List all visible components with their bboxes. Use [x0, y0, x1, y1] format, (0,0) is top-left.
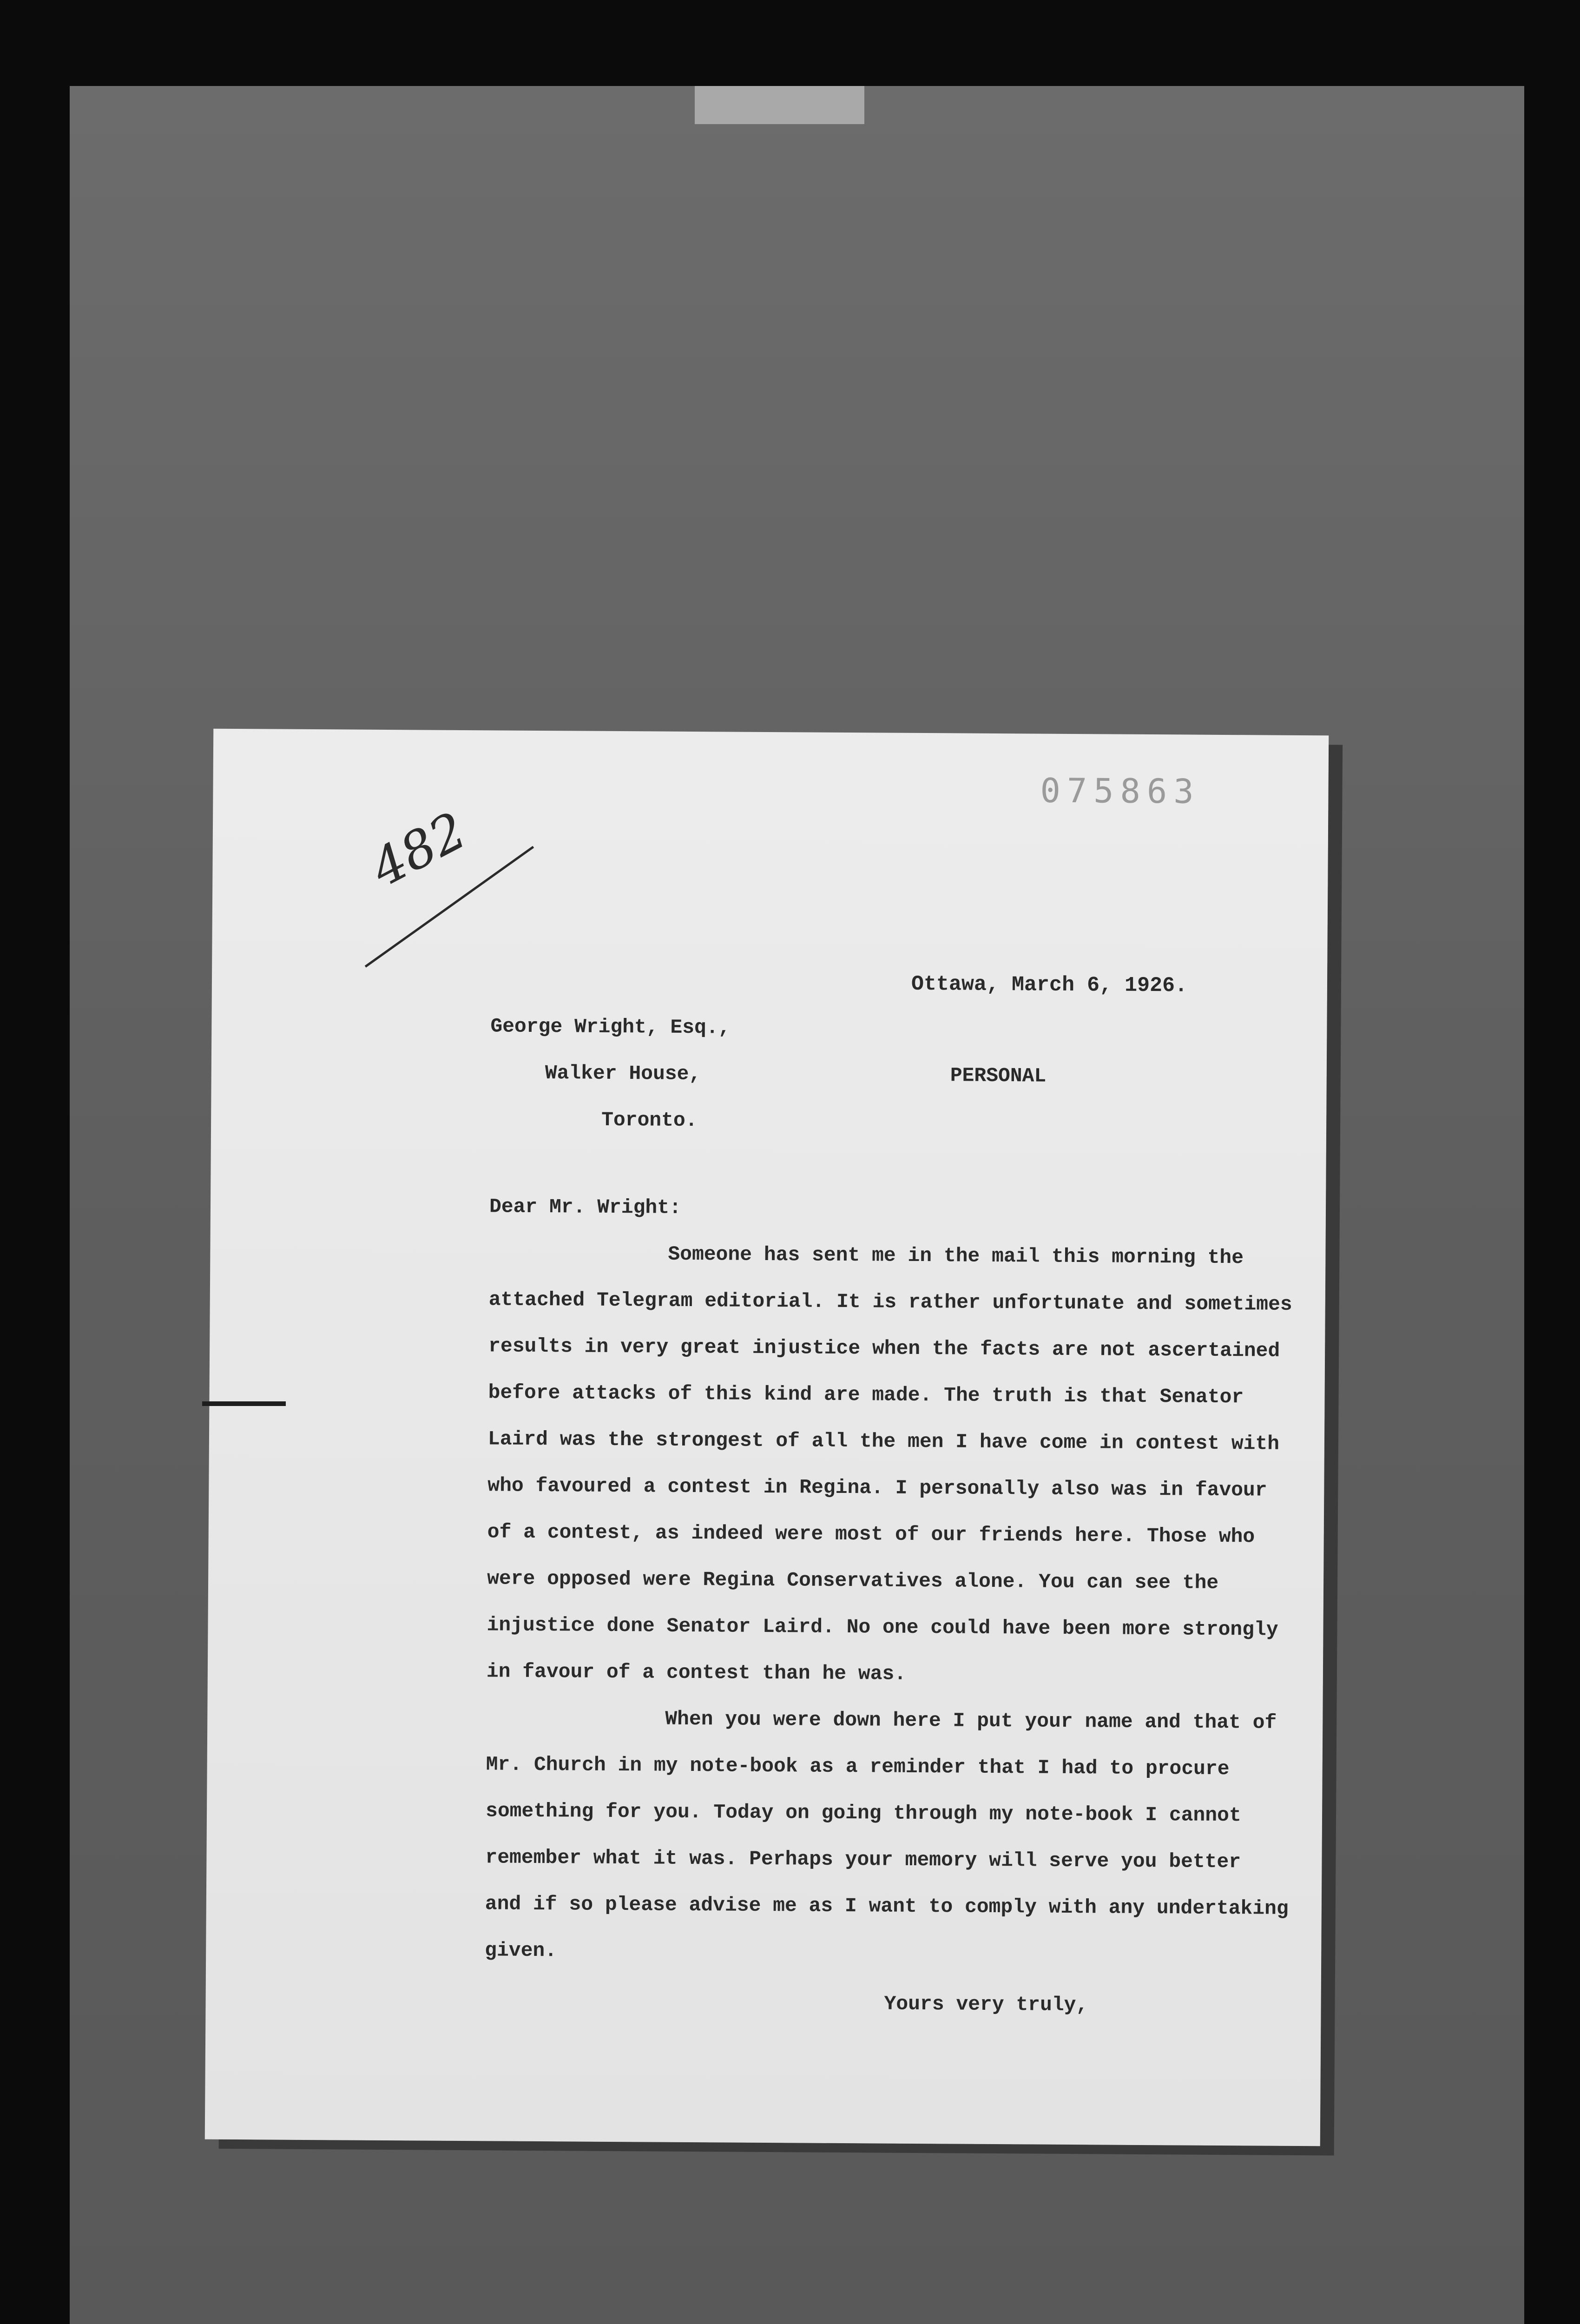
salutation: Dear Mr. Wright: — [489, 1195, 682, 1219]
letter-page — [205, 729, 1329, 2146]
closing: Yours very truly, — [884, 1992, 1088, 2017]
pen-stroke — [361, 827, 538, 977]
recipient-address: Walker House, — [545, 1062, 701, 1086]
body-line: attached Telegram editorial. It is rather unfortunate and sometimes — [488, 1288, 1292, 1316]
body-line: Someone has sent me in the mail this morning the — [668, 1242, 1244, 1269]
body-line: given. — [485, 1939, 557, 1962]
body-line: results in very great injustice when the facts are not ascertained — [488, 1334, 1280, 1362]
body-line: injustice done Senator Laird. No one could have been more strongly — [487, 1613, 1278, 1641]
body-line: remember what it was. Perhaps your memory will serve you better — [485, 1846, 1241, 1874]
body-line: Laird was the strongest of all the men I have come in contest with — [487, 1427, 1280, 1455]
body-line: When you were down here I put your name and that of — [665, 1707, 1277, 1734]
body-line: of a contest, as indeed were most of our friends here. Those who — [487, 1520, 1255, 1548]
margin-mark — [202, 1401, 286, 1406]
folio-number: 075863 — [1040, 771, 1200, 811]
recipient-name: George Wright, Esq., — [490, 1015, 731, 1039]
tape-strip — [695, 86, 864, 124]
body-line: something for you. Today on going through my note-book I cannot — [485, 1799, 1241, 1827]
date-line: Ottawa, March 6, 1926. — [911, 972, 1188, 998]
body-line: who favoured a contest in Regina. I personally also was in favour — [487, 1474, 1267, 1502]
body-line: Mr. Church in my note-book as a reminder that I had to procure — [486, 1753, 1230, 1781]
handwritten-annotation — [361, 800, 538, 977]
body-line: before attacks of this kind are made. The truth is that Senator — [488, 1381, 1244, 1409]
personal-marking: PERSONAL — [950, 1064, 1047, 1088]
microfilm-frame — [70, 86, 1524, 2324]
body-line: were opposed were Regina Conservatives alone. You can see the — [487, 1567, 1219, 1594]
body-line: and if so please advise me as I want to comply with any undertaking — [485, 1892, 1289, 1920]
recipient-city: Toronto. — [601, 1108, 698, 1132]
handwritten-number: 482 — [361, 800, 476, 899]
body-line: in favour of a contest than he was. — [486, 1660, 907, 1685]
